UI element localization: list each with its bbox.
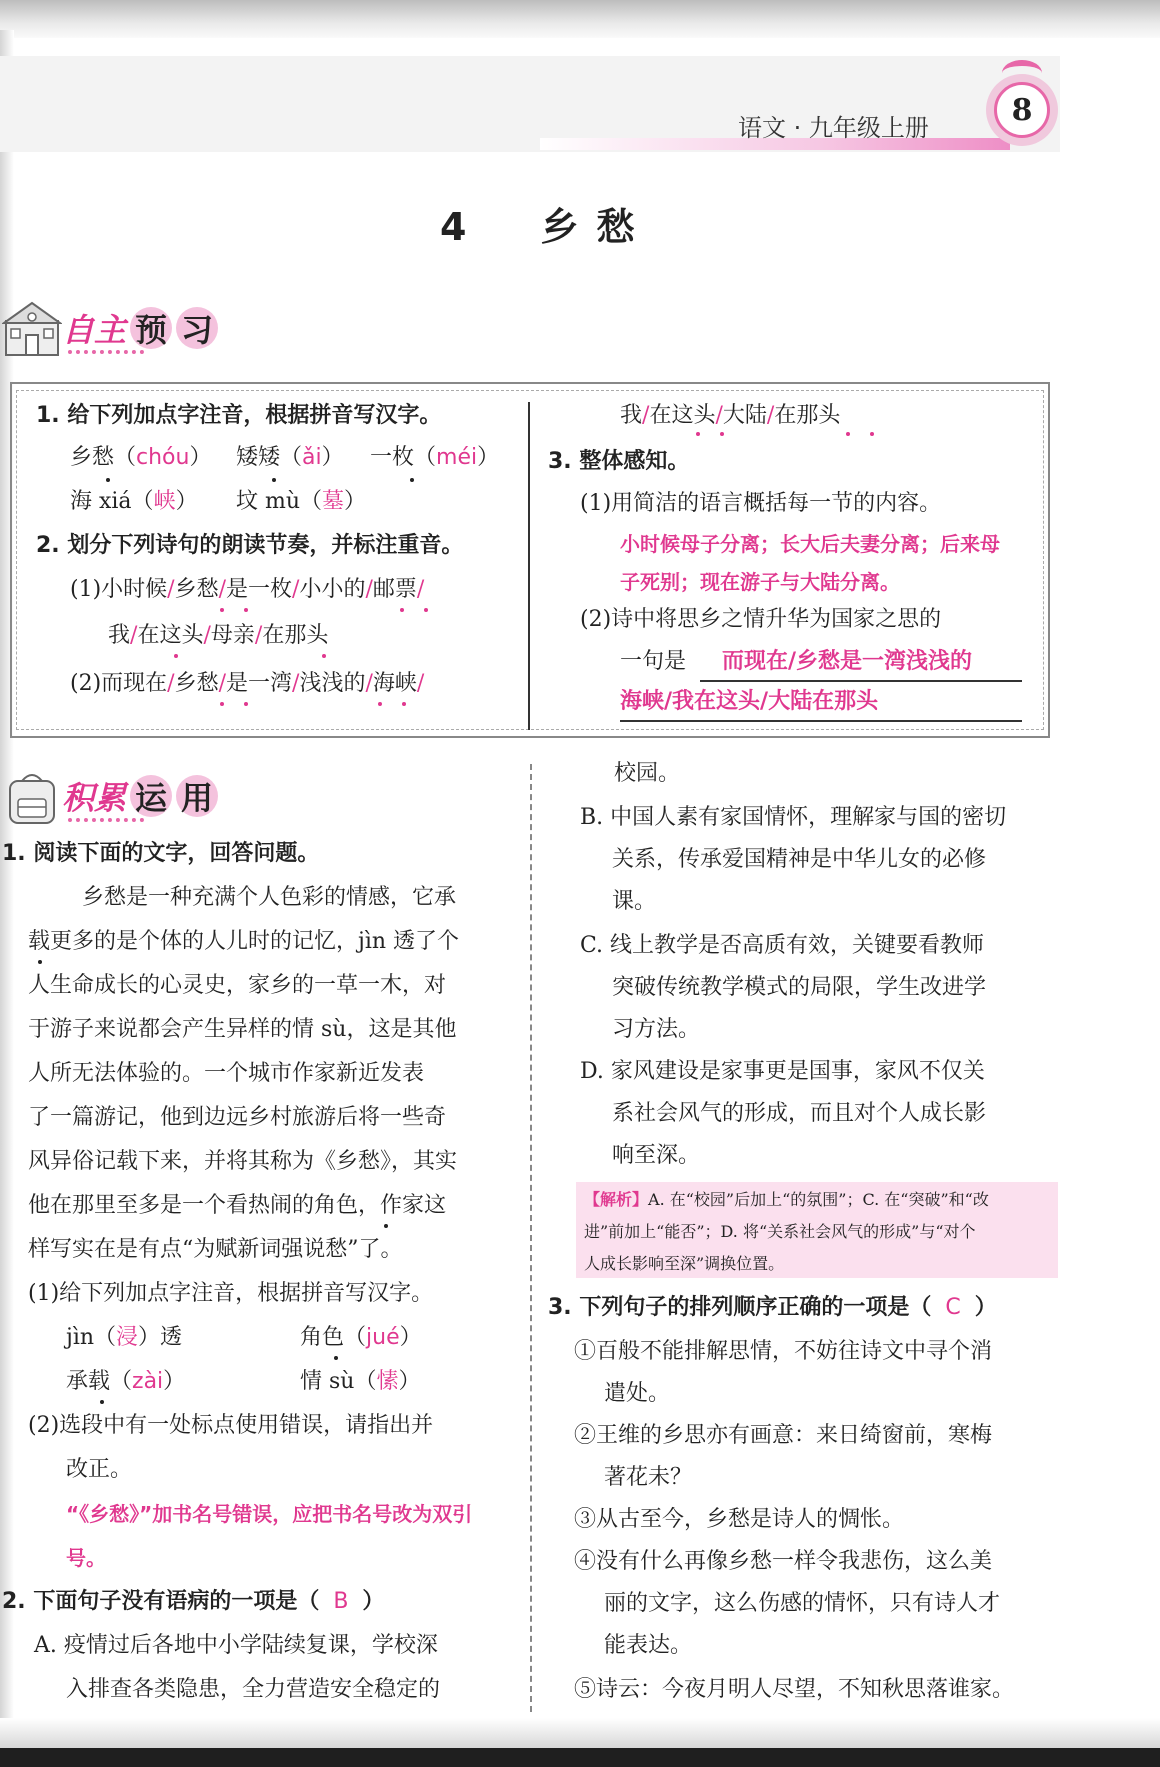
stress-dot [174,654,178,658]
section-underline-dots [68,818,144,826]
emphasis-dot [100,1400,104,1404]
apply-q3-prompt: 3. 下列句子的排列顺序正确的一项是（ C ） [548,1295,997,1320]
apply-q2-option-a-line1: A. 疫情过后各地中小学陆续复课，学校深 [34,1633,438,1658]
stress-dot [402,702,406,706]
apply-q2-option-d-line3: 响至深。 [612,1143,701,1168]
apply-q3-item4-line1: ④没有什么再像乡愁一样令我悲伤，这么美 [574,1549,993,1574]
stress-dot [220,702,224,706]
apply-q1-passage-line: 样写实在是有点“为赋新词强说愁”了。 [28,1237,403,1262]
apply-q1-passage-line: 于游子来说都会产生异样的情 sù，这是其他 [28,1017,457,1042]
backpack-icon [2,767,62,825]
apply-q1-passage-line: 乡愁是一种充满个人色彩的情感，它承 [82,885,457,910]
preview-q2-line2: 我/在这头/母亲/在那头 [108,623,329,648]
section-banner-apply [2,768,218,824]
section-banner-preview [2,300,218,356]
emphasis-dot [384,1224,388,1228]
section-title-preview [62,305,218,351]
stress-dot [400,608,404,612]
apply-q1-sub2-answer-line2: 号。 [66,1546,106,1570]
apply-q2-answer: B [333,1589,349,1614]
apply-q1-su: 情 sù（愫） [300,1369,421,1394]
analysis-line3: 人成长影响至深”调换位置。 [584,1254,785,1273]
apply-q2-option-c-line1: C. 线上教学是否高质有效，关键要看教师 [580,933,985,958]
preview-q3-sub2-line1: (2)诗中将思乡之情升华为国家之思的 [580,607,942,632]
stress-dot [322,654,326,658]
apply-q2-option-a-line3: 校园。 [614,761,681,786]
apply-q1-passage-line: 人生命成长的心灵史，家乡的一草一木，对 [28,973,447,998]
apply-q3-item1-line1: ①百般不能排解思情，不妨往诗文中寻个消 [574,1339,993,1364]
emphasis-dot [410,478,414,482]
apply-q1-passage-line: 他在那里至多是一个看热闹的角色，作家这 [28,1193,447,1218]
section-title-part: 预 [130,307,172,349]
section-title-part: 运 [130,775,172,817]
apply-q1-passage-line: 载更多的是个体的人儿时的记忆，jìn 透了个 [28,929,460,954]
apply-q2-prompt: 2. 下面句子没有语病的一项是（ B ） [2,1589,385,1614]
apply-q1-passage-line: 了一篇游记，他到边远乡村旅游后将一些奇 [28,1105,447,1130]
lesson-title: 4 乡愁 [440,205,653,249]
stress-dot [720,432,724,436]
apply-q3-item5: ⑤诗云：今夜月明人尽望，不知秋思落谁家。 [574,1677,1015,1702]
apply-q2-option-c-line3: 习方法。 [612,1017,701,1042]
preview-q3-sub1-answer-line2: 子死别；现在游子与大陆分离。 [620,570,900,594]
apply-q1-zai: 承载（zài） [66,1369,186,1394]
apply-q3-item2-line2: 著花未？ [604,1465,693,1490]
section-title-apply [62,773,218,819]
screen-bottom-bar [0,1748,1160,1767]
page-bottom-shadow [0,1718,1160,1748]
preview-q1-item-d: 海 xiá（峡） [70,489,198,514]
preview-q1-item-c: 一枚（méi） [370,445,500,470]
emphasis-dot [38,960,42,964]
apply-q3-answer: C [945,1295,961,1320]
apply-q2-option-d-line1: D. 家风建设是家事更是国事，家风不仅关 [580,1059,985,1084]
emphasis-dot [106,478,110,482]
school-house-icon [2,299,62,357]
apply-q2-option-b-line3: 课。 [612,889,657,914]
emphasis-dot [334,1356,338,1360]
stress-dot [696,432,700,436]
apply-q1-jue: 角色（jué） [300,1325,422,1350]
analysis-line1: 【解析】A. 在“校园”后加上“的氛围”；C. 在“突破”和“改 [584,1190,989,1209]
stress-dot [424,608,428,612]
apply-column-divider [530,764,532,1712]
preview-q1-item-a: 乡愁（chóu） [70,445,212,470]
apply-q1-sub1: (1)给下列加点字注音，根据拼音写汉字。 [28,1281,434,1306]
preview-q2-line1: (1)小时候/乡愁/是一枚/小小的/邮票/ [70,577,425,602]
section-title-part: 自主 [62,311,127,349]
preview-q1-item-b: 矮矮（ǎi） [236,445,344,470]
preview-q3-sub2-line2: 一句是 [620,649,687,674]
apply-q3-item3: ③从古至今，乡愁是诗人的惆怅。 [574,1507,905,1532]
book-title: 语文 · 九年级上册 [738,114,929,142]
apply-q1-passage-line: 人所无法体验的。一个城市作家新近发表 [28,1061,425,1086]
page-number: 8 [994,82,1050,138]
stress-dot [244,608,248,612]
apply-q3-item2-line1: ②王维的乡思亦有画意：来日绮窗前，寒梅 [574,1423,993,1448]
apply-q2-option-b-line1: B. 中国人素有家国情怀，理解家与国的密切 [580,805,1007,830]
preview-q3-sub2-answer-line2: 海峡/我在这头/大陆在那头 [620,689,879,714]
apply-q3-item4-line2: 丽的文字，这么伤感的情怀，只有诗人才 [604,1591,1001,1616]
stress-dot [870,432,874,436]
emphasis-dot [272,478,276,482]
preview-q2-prompt: 2. 划分下列诗句的朗读节奏，并标注重音。 [36,533,464,558]
apply-q2-option-b-line2: 关系，传承爱国精神是中华儿女的必修 [612,847,987,872]
section-title-part: 积累 [62,779,127,817]
apply-q2-option-c-line2: 突破传统教学模式的局限，学生改进学 [612,975,987,1000]
answer-underline [700,680,1022,682]
apply-q1-sub2-line2: 改正。 [66,1457,133,1482]
apply-q3-item4-line3: 能表达。 [604,1633,693,1658]
section-title-part: 习 [176,307,218,349]
section-title-part: 用 [176,775,218,817]
stress-dot [244,702,248,706]
apply-q3-item1-line2: 遣处。 [604,1381,671,1406]
preview-column-divider [528,402,530,730]
preview-q1-item-e: 坟 mù（墓） [236,489,367,514]
preview-q3-sub1: (1)用简洁的语言概括每一节的内容。 [580,491,942,516]
apply-q2-option-d-line2: 系社会风气的形成，而且对个人成长影 [612,1101,987,1126]
preview-q2-line4: 我/在这头/大陆/在那头 [620,403,841,428]
apply-q1-prompt: 1. 阅读下面的文字，回答问题。 [2,841,320,866]
page-top-shadow [0,0,1160,38]
section-underline-dots [68,350,144,358]
apply-q2-option-a-line2: 入排查各类隐患，全力营造安全稳定的 [66,1677,441,1702]
analysis-line2: 进”前加上“能否”；D. 将“关系社会风气的形成”与“对个 [584,1222,976,1241]
apply-q1-jin: jìn（浸）透 [66,1325,183,1350]
page-binding-shadow [0,30,14,1730]
apply-q1-passage-line: 风异俗记载下来，并将其称为《乡愁》，其实 [28,1149,458,1174]
stress-dot [378,702,382,706]
apply-q1-sub2-line1: (2)选段中有一处标点使用错误，请指出并 [28,1413,434,1438]
analysis-tag: 【解析】 [584,1190,649,1209]
preview-q3-sub2-answer-line1: 而现在/乡愁是一湾浅浅的 [722,649,973,674]
preview-q2-line3: (2)而现在/乡愁/是一湾/浅浅的/海峡/ [70,671,425,696]
apply-q1-sub2-answer-line1: “《乡愁》”加书名号错误，应把书名号改为双引 [66,1502,473,1526]
stress-dot [220,608,224,612]
answer-underline [620,720,1022,722]
preview-q3-sub1-answer-line1: 小时候母子分离；长大后夫妻分离；后来母 [620,532,1000,556]
stress-dot [846,432,850,436]
preview-q1-prompt: 1. 给下列加点字注音，根据拼音写汉字。 [36,403,442,428]
preview-q3-prompt: 3. 整体感知。 [548,449,690,474]
